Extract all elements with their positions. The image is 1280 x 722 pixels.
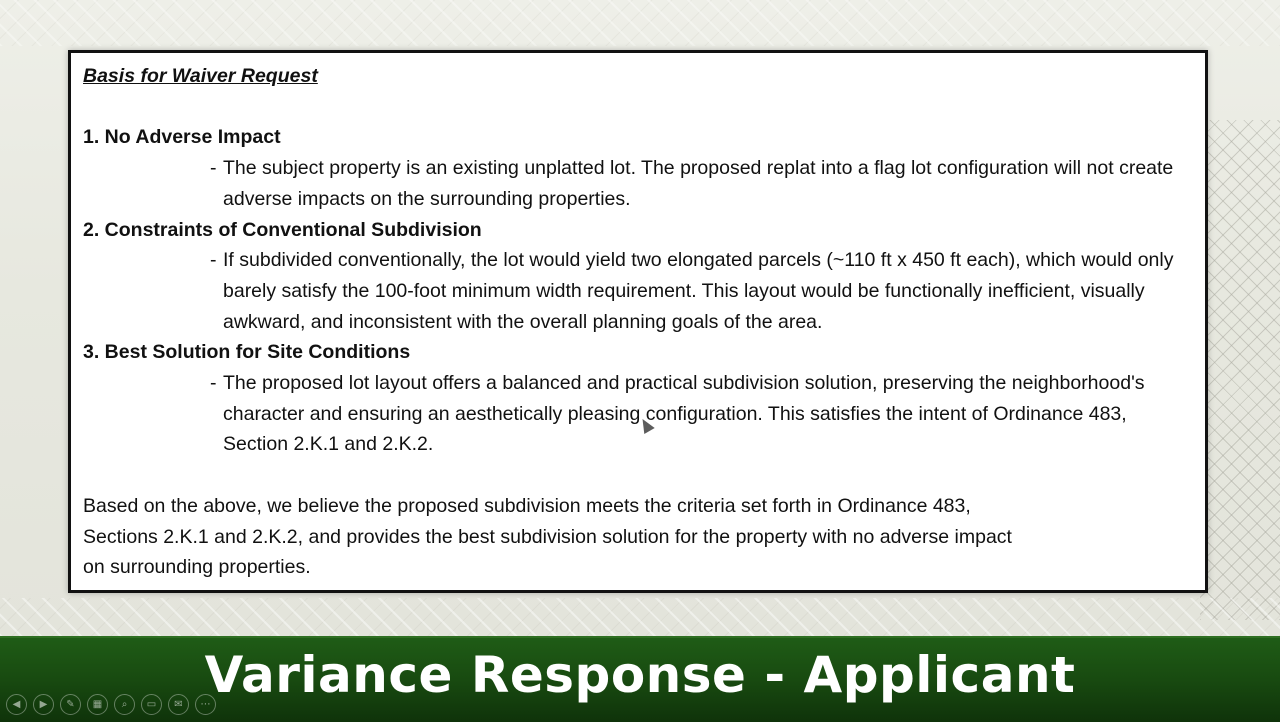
point-2-title: 2. Constraints of Conventional Subdivision <box>83 218 482 241</box>
document-heading: Basis for Waiver Request <box>83 65 318 87</box>
background-pattern-top <box>0 0 1280 46</box>
slide-title: Variance Response - Applicant <box>204 646 1076 704</box>
point-3-title: 3. Best Solution for Site Conditions <box>83 341 411 364</box>
conclusion-paragraph: Based on the above, we believe the proposed subdivision meets the criteria set forth in Ordinance 483, Sections 2.K.1 and 2.K.2, and provides the best subdivision solution for the property with no adverse impact on surrounding properties. <box>83 494 1012 579</box>
point-3-body-wrap <box>83 368 1193 460</box>
bullet-dash: - <box>210 249 217 272</box>
presentation-controls <box>6 694 216 715</box>
previous-icon[interactable]: ◀ <box>6 694 27 715</box>
next-icon[interactable]: ▶ <box>33 694 54 715</box>
slides-icon[interactable]: ▦ <box>87 694 108 715</box>
point-2-body: If subdivided conventionally, the lot would yield two elongated parcels (~110 ft x 450 ft each), which would only barely satisfy the 100-foot minimum width requirement. This layout would be functionally inefficient, visually awkward, and inconsistent with the overall planning goals of the area. <box>223 249 1174 333</box>
spacer <box>83 92 1193 123</box>
point-2-body-wrap <box>83 245 1193 337</box>
zoom-icon[interactable]: ⌕ <box>114 694 135 715</box>
point-1-title: 1. No Adverse Impact <box>83 126 281 149</box>
document-content <box>83 61 1193 583</box>
point-1-body: The subject property is an existing unplatted lot. The proposed replat into a flag lot configuration will not create adverse impacts on the surrounding properties. <box>223 157 1174 210</box>
pointer-icon[interactable]: ✉ <box>168 694 189 715</box>
bullet-dash: - <box>210 157 217 180</box>
background-pattern-right <box>1200 120 1280 620</box>
point-1-body-wrap <box>83 153 1193 214</box>
point-3-body: The proposed lot layout offers a balanced and practical subdivision solution, preserving the neighborhood's character and ensuring an aesthetically pleasing configuration. This satisfies the intent of Ordinance 483, Section 2.K.1 and 2.K.2. <box>223 372 1145 456</box>
document-box <box>68 50 1208 593</box>
background-pattern-bottom <box>0 598 1280 636</box>
bullet-dash: - <box>210 372 217 395</box>
pen-icon[interactable]: ✎ <box>60 694 81 715</box>
spacer <box>83 460 1193 491</box>
subtitles-icon[interactable]: ▭ <box>141 694 162 715</box>
more-icon[interactable]: ⋯ <box>195 694 216 715</box>
